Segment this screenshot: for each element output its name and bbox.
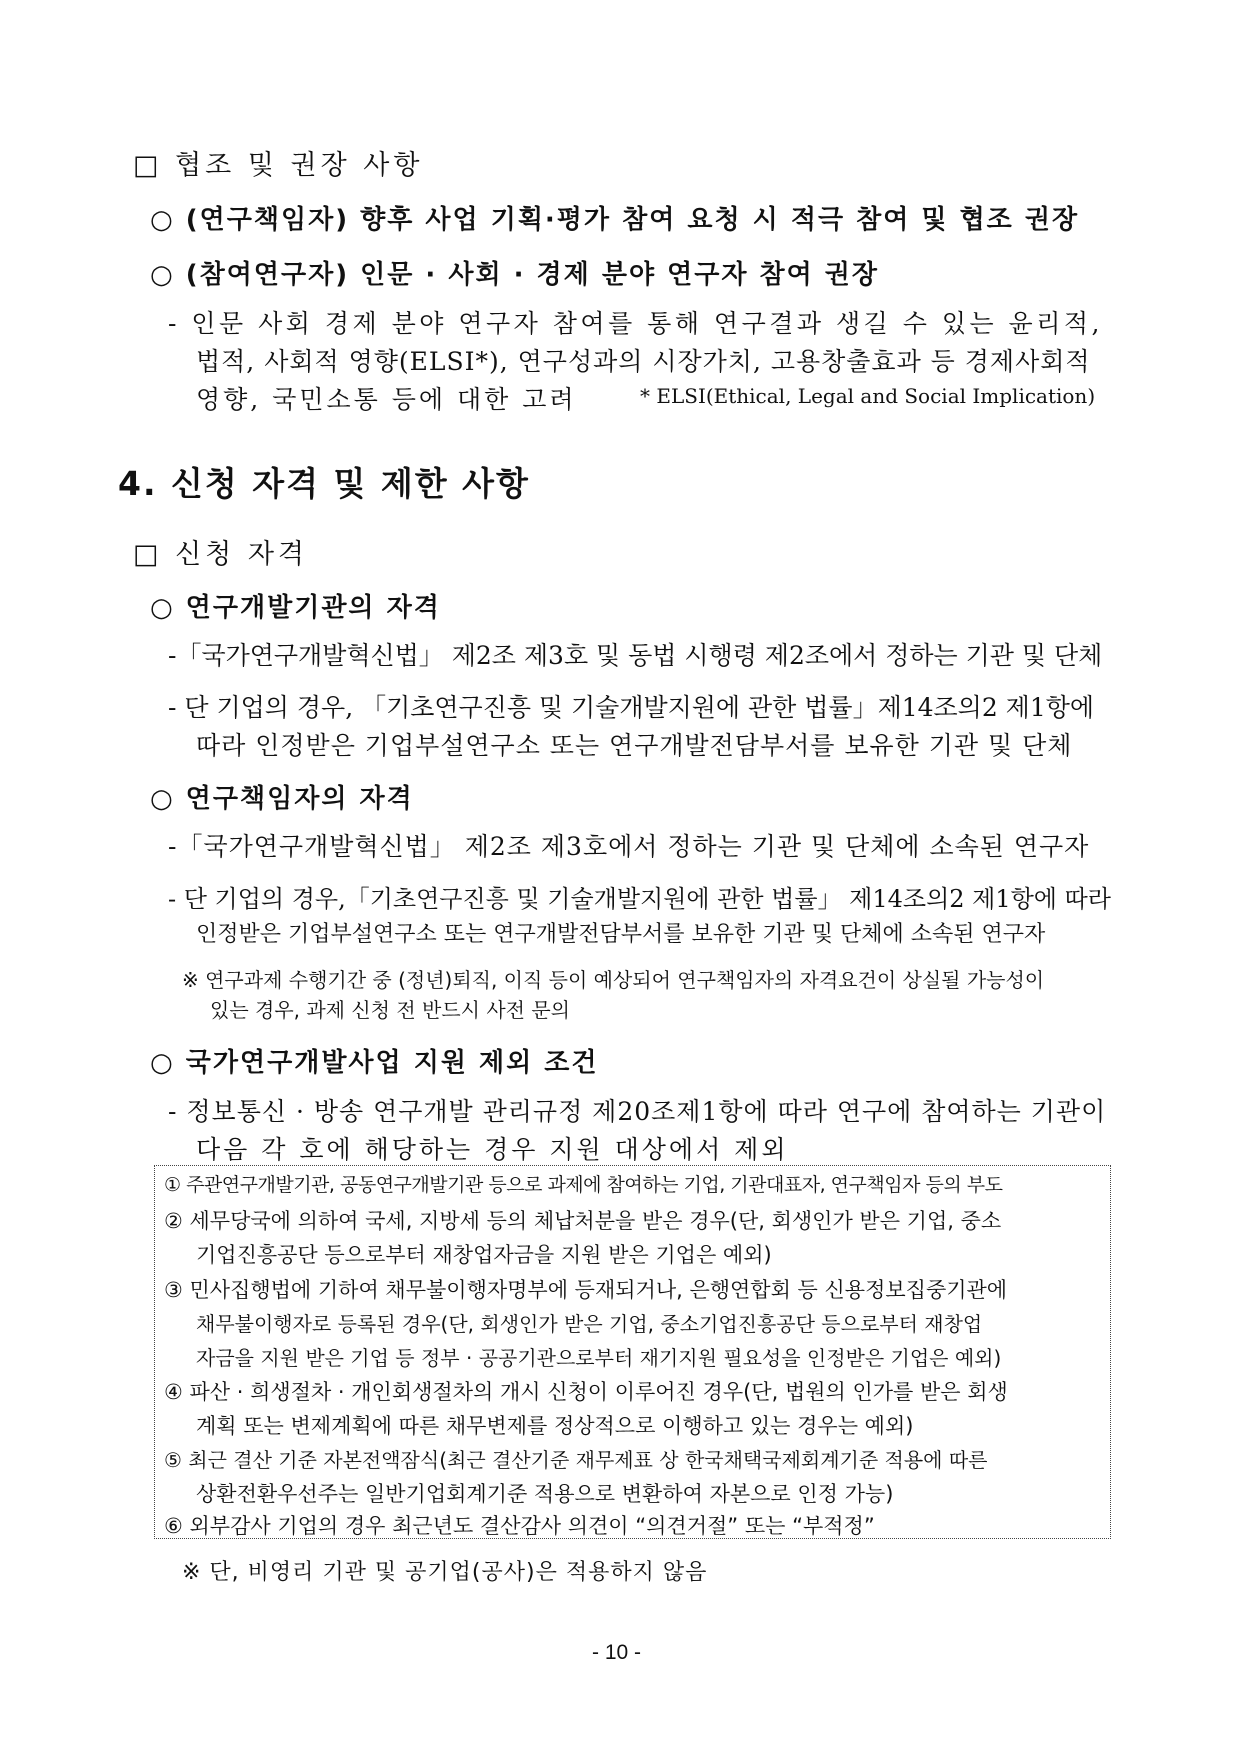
coop-desc-line-1: - 인문 사회 경제 분야 연구자 참여를 통해 연구결과 생길 수 있는 윤리적,: [168, 309, 1103, 338]
pi-eligibility-line-2: - 단 기업의 경우,「기초연구진흥 및 기술개발지원에 관한 법률」 제14조의2 제1항에 따라: [168, 885, 1111, 913]
coop-item-pi: ○ (연구책임자) 향후 사업 기획·평가 참여 요청 시 적극 참여 및 협조 권장: [150, 205, 1080, 235]
coop-heading: □ 협조 및 권장 사항: [133, 150, 424, 181]
coop-item-researcher: ○ (참여연구자) 인문 · 사회 · 경제 분야 연구자 참여 권장: [150, 260, 880, 290]
pi-caution-line-1: ※ 연구과제 수행기간 중 (정년)퇴직, 이직 등이 예상되어 연구책임자의 자격요건이 상실될 가능성이: [182, 968, 1045, 992]
coop-desc-line-3: 영향, 국민소통 등에 대한 고려: [196, 385, 577, 414]
exclusion-item-5-line-1: ⑤ 최근 결산 기준 자본전액잠식(최근 결산기준 재무제표 상 한국채택국제회계기준 적용에 따른: [164, 1448, 988, 1472]
exclusion-item-2-line-2: 기업진흥공단 등으로부터 재창업자금을 지원 받은 기업은 예외): [196, 1243, 772, 1267]
exclusion-item-1: ① 주관연구개발기관, 공동연구개발기관 등으로 과제에 참여하는 기업, 기관대표자, 연구책임자 등의 부도: [164, 1174, 1003, 1196]
pi-caution-line-2: 있는 경우, 과제 신청 전 반드시 사전 문의: [210, 998, 570, 1022]
exclusion-item-5-line-2: 상환전환우선주는 일반기업회계기준 적용으로 변환하여 자본으로 인정 가능): [196, 1482, 894, 1506]
page-number: - 10 -: [592, 1641, 642, 1664]
exclusion-item-4-line-2: 계획 또는 변제계획에 따른 채무변제를 정상적으로 이행하고 있는 경우는 예외): [196, 1414, 914, 1438]
exclusion-item-3-line-2: 채무불이행자로 등록된 경우(단, 회생인가 받은 기업, 중소기업진흥공단 등으로부터 재창업: [196, 1312, 983, 1336]
exclusion-item-2-line-1: ② 세무당국에 의하여 국세, 지방세 등의 체납처분을 받은 경우(단, 회생인가 받은 기업, 중소: [164, 1209, 1002, 1233]
exclusion-item-4-line-1: ④ 파산 · 희생절차 · 개인회생절차의 개시 신청이 이루어진 경우(단, 법원의 인가를 받은 회생: [164, 1380, 1008, 1404]
pi-eligibility-line-3: 인정받은 기업부설연구소 또는 연구개발전담부서를 보유한 기관 및 단체에 소속된 연구자: [196, 922, 1046, 947]
section-title: 4. 신청 자격 및 제한 사항: [118, 464, 530, 503]
eligibility-heading: □ 신청 자격: [133, 539, 309, 570]
coop-desc-line-2: 법적, 사회적 영향(ELSI*), 연구성과의 시장가치, 고용창출효과 등 경제사회적: [196, 347, 1091, 376]
org-eligibility-heading: ○ 연구개발기관의 자격: [150, 593, 441, 623]
org-eligibility-line-1: -「국가연구개발혁신법」 제2조 제3호 및 동법 시행령 제2조에서 정하는 기관 및 단체: [168, 641, 1103, 670]
pi-eligibility-heading: ○ 연구책임자의 자격: [150, 784, 414, 814]
org-eligibility-line-3: 따라 인정받은 기업부설연구소 또는 연구개발전담부서를 보유한 기관 및 단체: [196, 731, 1073, 760]
exclusion-item-3-line-1: ③ 민사집행법에 기하여 채무불이행자명부에 등재되거나, 은행연합회 등 신용정보집중기관에: [164, 1278, 1008, 1302]
exclusion-line-2: 다음 각 호에 해당하는 경우 지원 대상에서 제외: [196, 1135, 789, 1164]
exclusion-line-1: - 정보통신 · 방송 연구개발 관리규정 제20조제1항에 따라 연구에 참여하는 기관이: [168, 1097, 1107, 1126]
exclusion-item-6: ⑥ 외부감사 기업의 경우 최근년도 결산감사 의견이 “의견거절” 또는 “부적정”: [164, 1514, 875, 1538]
elsi-footnote: * ELSI(Ethical, Legal and Social Implication): [640, 384, 1096, 408]
nonprofit-exception-note: ※ 단, 비영리 기관 및 공기업(공사)은 적용하지 않음: [182, 1560, 708, 1585]
exclusion-heading: ○ 국가연구개발사업 지원 제외 조건: [150, 1048, 599, 1078]
exclusion-item-3-line-3: 자금을 지원 받은 기업 등 정부 · 공공기관으로부터 재기지원 필요성을 인정받은 기업은 예외): [196, 1346, 1002, 1370]
org-eligibility-line-2: - 단 기업의 경우, 「기초연구진흥 및 기술개발지원에 관한 법률」제14조의2 제1항에: [168, 693, 1095, 722]
pi-eligibility-line-1: -「국가연구개발혁신법」 제2조 제3호에서 정하는 기관 및 단체에 소속된 연구자: [168, 832, 1090, 861]
